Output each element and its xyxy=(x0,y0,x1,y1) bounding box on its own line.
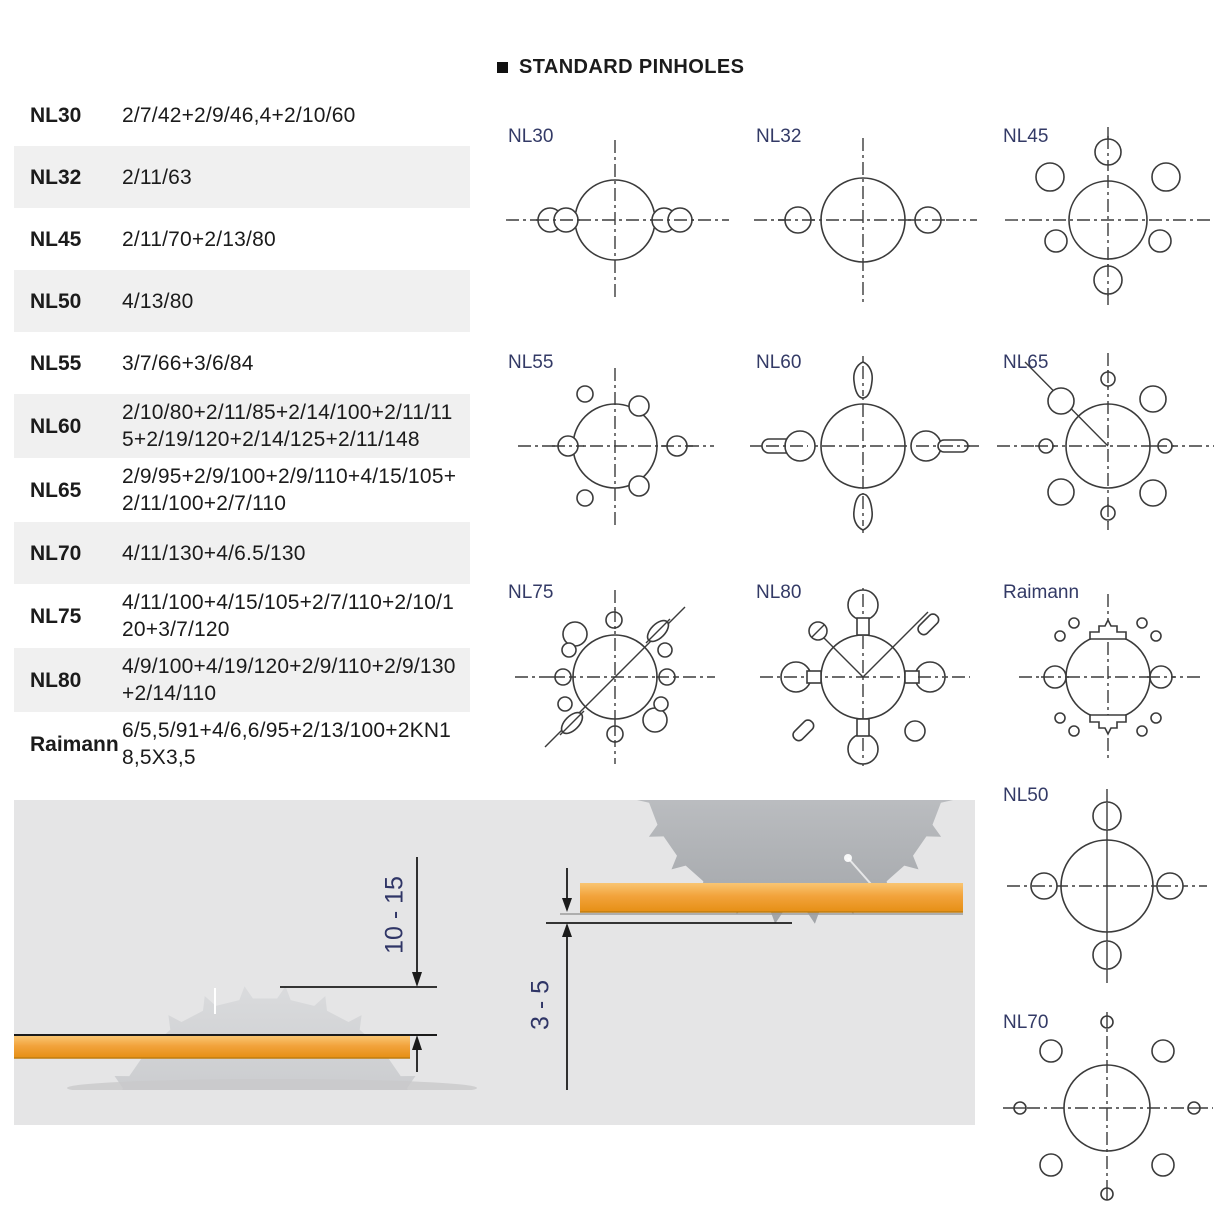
blade-code: NL32 xyxy=(30,165,82,189)
table-row xyxy=(14,584,470,648)
workpiece-board-left xyxy=(14,1036,410,1058)
pinhole-spec: 4/13/80 xyxy=(122,289,194,313)
table-row xyxy=(14,208,470,270)
pinhole-spec: 2/9/95+2/9/100+2/9/110+4/15/105+2/11/100+2/7/110 xyxy=(122,465,457,515)
blade-code: NL50 xyxy=(30,289,82,313)
mounting-depth-illustration xyxy=(14,800,975,1125)
table-row xyxy=(14,332,470,394)
blade-code: NL60 xyxy=(30,414,82,438)
diagram-label: NL32 xyxy=(756,126,802,147)
diagram-label: NL30 xyxy=(508,126,554,147)
nl75-pinhole-diagram xyxy=(500,578,735,768)
mounting-depth-panel xyxy=(14,800,975,1125)
blade-code: NL30 xyxy=(30,103,82,127)
workpiece-board-right xyxy=(580,883,963,912)
raimann-pinhole-cell xyxy=(995,578,1214,768)
nl60-pinhole-diagram xyxy=(748,348,983,533)
diagram-label: Raimann xyxy=(1003,582,1080,603)
pinhole-spec: 6/5,5/91+4/6,6/95+2/13/100+2KN18,5X3,5 xyxy=(122,719,452,769)
pinhole-spec: 4/11/130+4/6.5/130 xyxy=(122,541,306,565)
protrusion-dimension-top: 10 - 15 xyxy=(380,876,409,954)
nl32-pinhole-diagram xyxy=(748,122,983,307)
nl55-pinhole-diagram xyxy=(500,348,735,533)
nl70-pinhole-diagram xyxy=(995,1008,1214,1214)
nl30-pinhole-diagram xyxy=(500,122,735,307)
nl65-pinhole-cell xyxy=(995,348,1214,533)
nl55-pinhole-cell xyxy=(500,348,735,533)
diagram-label: NL80 xyxy=(756,582,802,603)
table-row xyxy=(14,270,470,332)
pinhole-spec: 2/11/70+2/13/80 xyxy=(122,227,276,251)
nl30-pinhole-cell xyxy=(500,122,735,307)
blade-code: NL75 xyxy=(30,604,82,628)
nl80-pinhole-cell xyxy=(748,578,983,768)
raimann-pinhole-diagram xyxy=(995,578,1214,768)
table-row xyxy=(14,146,470,208)
nl80-pinhole-diagram xyxy=(748,578,983,768)
nl45-pinhole-cell xyxy=(995,122,1214,307)
nl45-pinhole-diagram xyxy=(995,122,1214,307)
blade-code: Raimann xyxy=(30,732,119,756)
nl75-pinhole-cell xyxy=(500,578,735,768)
pinhole-spec: 4/9/100+4/19/120+2/9/110+2/9/130+2/14/110 xyxy=(122,655,456,705)
arrow-down-icon xyxy=(412,972,422,987)
nl32-pinhole-cell xyxy=(748,122,983,307)
blade-code: NL70 xyxy=(30,541,82,565)
nl50-pinhole-diagram xyxy=(995,783,1214,998)
diagram-label: NL70 xyxy=(1003,1012,1049,1033)
blade-code: NL45 xyxy=(30,227,82,251)
diagram-label: NL75 xyxy=(508,582,554,603)
nl60-pinhole-cell xyxy=(748,348,983,533)
blade-code: NL55 xyxy=(30,351,82,375)
nl65-pinhole-diagram xyxy=(995,348,1214,533)
nl50-pinhole-cell xyxy=(995,783,1214,998)
pinhole-spec: 2/7/42+2/9/46,4+2/10/60 xyxy=(122,103,356,127)
blade-code: NL65 xyxy=(30,478,82,502)
protrusion-dimension-bottom: 3 - 5 xyxy=(526,979,555,1031)
diagram-label: NL60 xyxy=(756,352,802,373)
arrow-up-icon xyxy=(562,923,572,937)
section-header xyxy=(497,56,744,79)
diagram-label: NL50 xyxy=(1003,785,1049,806)
pinhole-spec: 4/11/100+4/15/105+2/7/110+2/10/120+3/7/120 xyxy=(122,591,455,641)
nl70-pinhole-cell xyxy=(995,1008,1214,1214)
pinhole-spec: 2/11/63 xyxy=(122,165,192,189)
section-title: STANDARD PINHOLES xyxy=(519,56,745,78)
pinhole-spec: 2/10/80+2/11/85+2/14/100+2/11/115+2/19/120+2/14/125+2/11/148 xyxy=(122,401,453,451)
blade-code: NL80 xyxy=(30,668,82,692)
table-row xyxy=(14,648,470,712)
arrow-down-icon xyxy=(562,898,572,912)
table-row xyxy=(14,458,470,522)
table-row xyxy=(14,522,470,584)
table-row xyxy=(14,84,470,146)
arrow-up-icon xyxy=(412,1035,422,1050)
diagram-label: NL55 xyxy=(508,352,554,373)
pinhole-spec: 3/7/66+3/6/84 xyxy=(122,351,254,375)
diagram-label: NL65 xyxy=(1003,352,1049,373)
table-row xyxy=(14,394,470,458)
square-bullet-icon xyxy=(497,62,508,73)
diagram-label: NL45 xyxy=(1003,126,1049,147)
table-row xyxy=(14,712,470,776)
pinhole-spec-table xyxy=(14,84,470,776)
